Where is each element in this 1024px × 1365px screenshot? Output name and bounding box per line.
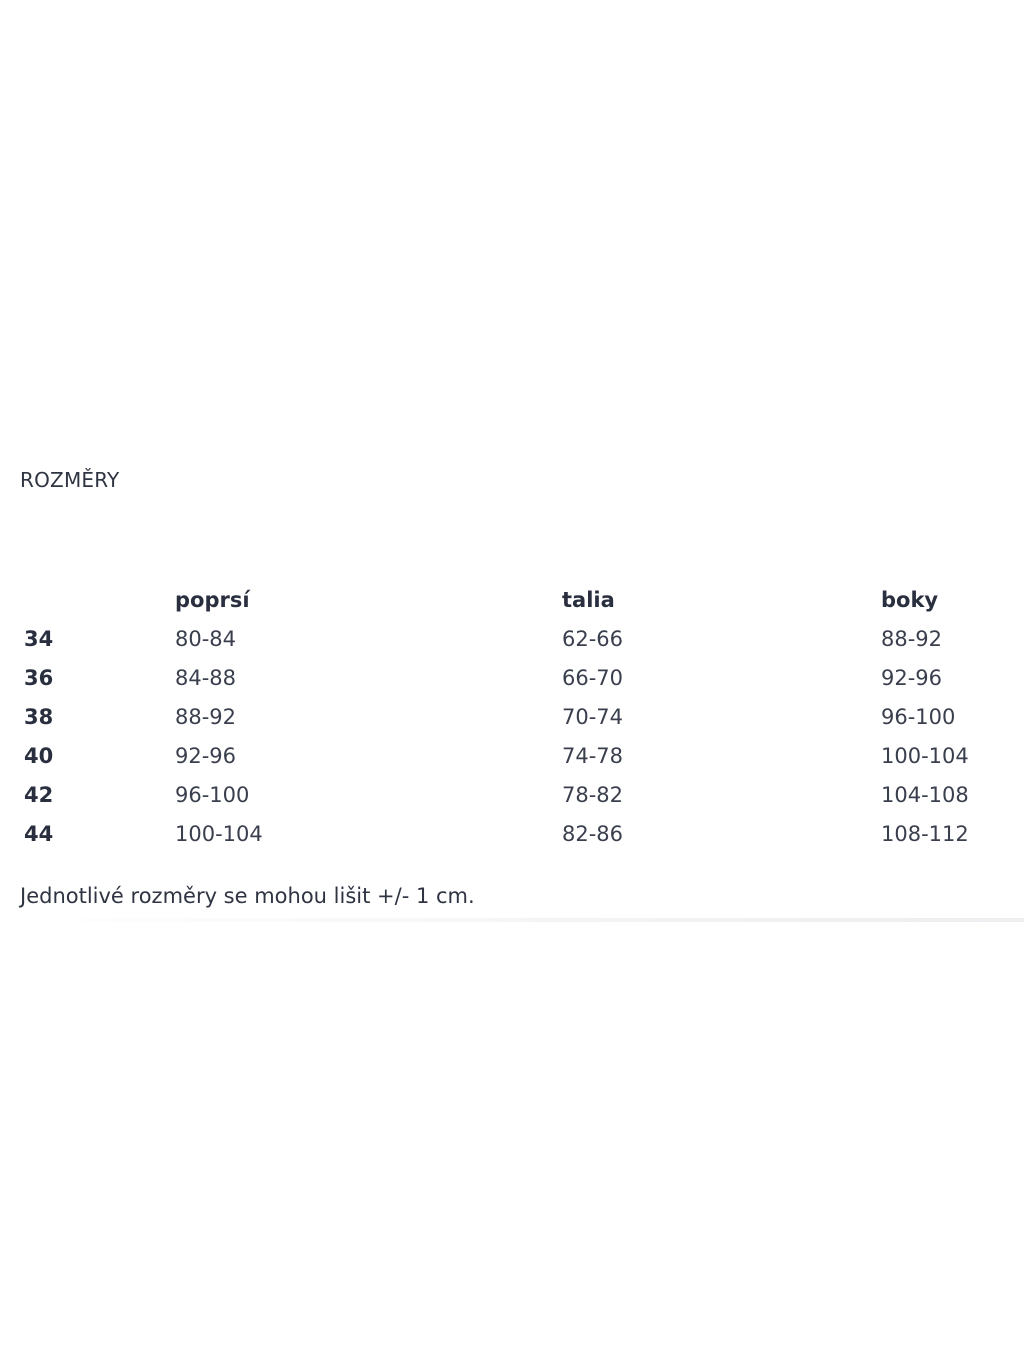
waist-value: 62-66	[562, 626, 624, 651]
waist-value: 78-82	[562, 782, 624, 807]
hips-value: 108-112	[881, 821, 969, 846]
header-hips: boky	[881, 587, 939, 612]
size-value: 44	[24, 821, 54, 846]
hips-value: 88-92	[881, 626, 943, 651]
size-tolerance-note: Jednotlivé rozměry se mohou lišit +/- 1 cm.	[20, 884, 475, 908]
table-row	[0, 619, 1024, 658]
bust-value: 96-100	[175, 782, 250, 807]
table-row	[0, 736, 1024, 775]
section-title: ROZMĚRY	[20, 468, 120, 492]
table-header-row	[0, 580, 1024, 619]
bust-value: 88-92	[175, 704, 237, 729]
waist-value: 66-70	[562, 665, 624, 690]
table-row	[0, 775, 1024, 814]
hips-value: 100-104	[881, 743, 969, 768]
waist-value: 74-78	[562, 743, 624, 768]
hips-value: 92-96	[881, 665, 943, 690]
size-value: 36	[24, 665, 54, 690]
size-value: 42	[24, 782, 54, 807]
table-row	[0, 697, 1024, 736]
hips-value: 96-100	[881, 704, 956, 729]
size-value: 40	[24, 743, 54, 768]
header-size	[0, 580, 175, 619]
size-value: 38	[24, 704, 54, 729]
bust-value: 84-88	[175, 665, 237, 690]
bust-value: 100-104	[175, 821, 263, 846]
table-row	[0, 658, 1024, 697]
size-table	[0, 580, 1024, 853]
section-divider	[0, 918, 1024, 922]
header-bust: poprsí	[175, 587, 250, 612]
bust-value: 92-96	[175, 743, 237, 768]
table-row	[0, 814, 1024, 853]
waist-value: 70-74	[562, 704, 624, 729]
hips-value: 104-108	[881, 782, 969, 807]
size-value: 34	[24, 626, 54, 651]
waist-value: 82-86	[562, 821, 624, 846]
bust-value: 80-84	[175, 626, 237, 651]
header-waist: talia	[562, 587, 615, 612]
